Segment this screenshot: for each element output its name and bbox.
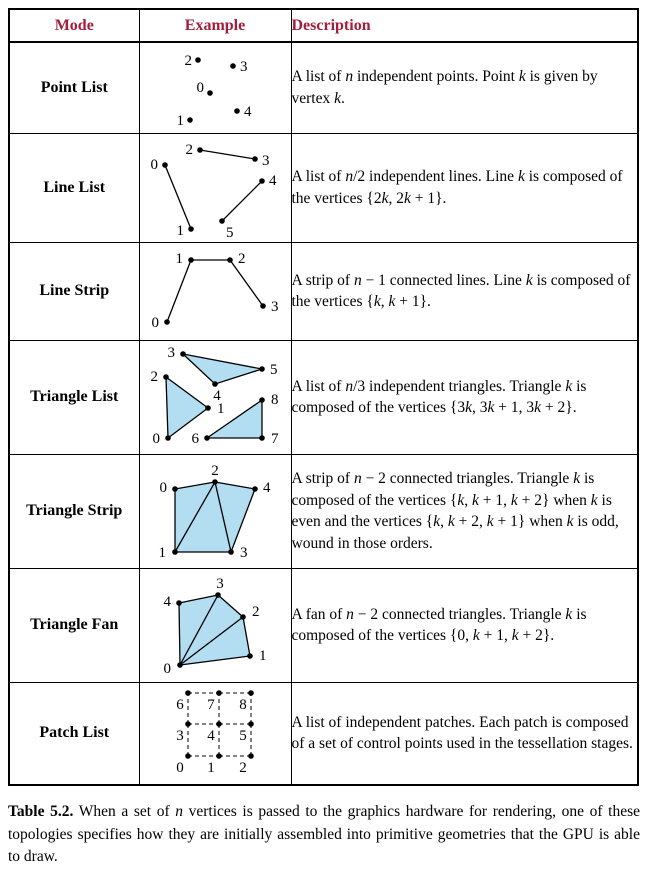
description-cell: A list of independent patches. Each patch is composed of a set of control points used in the tessellation stages. — [291, 682, 638, 785]
vertex-label: 7 — [207, 696, 215, 713]
vertex-label: 0 — [176, 759, 184, 776]
topology-diagram — [140, 134, 290, 241]
vertex-label: 0 — [150, 157, 158, 173]
vertex-dot — [216, 690, 222, 696]
description-cell: A list of n/2 independent lines. Line k is composed of the vertices {2k, 2k + 1}. — [291, 133, 638, 242]
vertex-dot — [197, 147, 203, 153]
vertex-label: 3 — [240, 59, 248, 76]
vertex-label: 6 — [176, 696, 184, 713]
vertex-dot — [165, 435, 171, 441]
vertex-dot — [172, 549, 178, 555]
vertex-dot — [215, 592, 221, 598]
vertex-dot — [252, 156, 258, 162]
vertex-label: 1 — [175, 251, 183, 267]
mode-cell: Line List — [9, 133, 139, 242]
table-row-patch-list — [9, 682, 638, 785]
vertex-label: 3 — [216, 576, 224, 592]
table-row-line-strip — [9, 242, 638, 340]
filled-polygon — [183, 354, 262, 384]
mode-cell: Triangle Fan — [9, 568, 139, 682]
vertex-dot — [188, 226, 194, 232]
mode-cell: Triangle List — [9, 340, 139, 454]
vertex-label: 2 — [185, 142, 193, 158]
example-cell — [139, 42, 291, 133]
header-row — [9, 9, 638, 42]
vertex-label: 3 — [176, 727, 184, 744]
table-row-line-list — [9, 133, 638, 242]
vertex-dot — [205, 405, 211, 411]
vertex-label: 1 — [176, 223, 184, 239]
table-row-point-list — [9, 42, 638, 133]
vertex-dot — [185, 753, 191, 759]
description-cell: A strip of n − 2 connected triangles. Triangle k is composed of the vertices {k, k + 1, k + 2} when k is even and the vertices {k, k + 2, k + 1} when k is odd, wound in those orders. — [291, 454, 638, 568]
vertex-dot — [207, 90, 213, 96]
vertex-label: 4 — [213, 388, 221, 404]
table-caption: Table 5.2. When a set of n vertices is passed to the graphics hardware for rendering, one of these topologies specifies how they are initially assembled into primitive geometries that the GPU is able to draw. — [8, 803, 640, 865]
table-row-triangle-fan — [9, 568, 638, 682]
vertex-label: 0 — [152, 431, 160, 447]
topology-diagram — [140, 341, 290, 453]
vertex-dot — [180, 351, 186, 357]
vertex-dot — [248, 690, 254, 696]
vertex-label: 0 — [163, 661, 171, 677]
vertex-label: 5 — [226, 225, 234, 241]
vertex-dot — [234, 108, 240, 114]
vertex-label: 0 — [196, 80, 204, 97]
vertex-label: 4 — [263, 480, 271, 496]
vertex-dot — [216, 721, 222, 727]
filled-polygon — [207, 400, 262, 438]
edge-line — [165, 165, 191, 229]
mode-cell: Patch List — [9, 682, 139, 785]
example-cell — [139, 340, 291, 454]
column-header-mode: Mode — [9, 9, 139, 42]
vertex-label: 2 — [184, 53, 192, 70]
topology-diagram — [140, 569, 290, 681]
mode-cell: Line Strip — [9, 242, 139, 340]
mode-cell: Triangle Strip — [9, 454, 139, 568]
vertex-dot — [248, 753, 254, 759]
description-cell: A list of n/3 independent triangles. Triangle k is composed of the vertices {3k, 3k + 1, 3k + 2}. — [291, 340, 638, 454]
topology-diagram — [140, 43, 290, 132]
vertex-label: 1 — [217, 401, 225, 417]
vertex-dot — [230, 63, 236, 69]
vertex-dot — [188, 257, 194, 263]
filled-polygon — [175, 482, 255, 552]
vertex-dot — [228, 549, 234, 555]
vertex-label: 1 — [176, 113, 184, 130]
edge-line — [200, 150, 255, 159]
vertex-label: 5 — [270, 362, 278, 378]
topology-diagram — [140, 243, 290, 339]
vertex-label: 2 — [239, 759, 247, 776]
vertex-dot — [176, 600, 182, 606]
vertex-dot — [172, 486, 178, 492]
vertex-label: 8 — [239, 696, 247, 713]
table-body — [9, 42, 638, 785]
vertex-label: 3 — [262, 153, 270, 169]
vertex-dot — [162, 162, 168, 168]
topology-table — [8, 8, 639, 786]
description-cell: A strip of n − 1 connected lines. Line k is composed of the vertices {k, k + 1}. — [291, 242, 638, 340]
edge-line — [222, 181, 262, 221]
example-cell — [139, 682, 291, 785]
vertex-dot — [212, 381, 218, 387]
vertex-label: 3 — [240, 545, 248, 561]
vertex-label: 4 — [269, 173, 277, 189]
vertex-dot — [248, 721, 254, 727]
vertex-dot — [259, 435, 265, 441]
column-header-description: Description — [291, 9, 638, 42]
vertex-label: 6 — [191, 431, 199, 447]
vertex-label: 1 — [259, 648, 267, 664]
vertex-dot — [247, 653, 253, 659]
description-cell: A fan of n − 2 connected triangles. Triangle k is composed of the vertices {0, k + 1, k + 2}. — [291, 568, 638, 682]
vertex-dot — [204, 435, 210, 441]
vertex-label: 4 — [163, 594, 171, 610]
vertex-dot — [212, 479, 218, 485]
vertex-dot — [185, 721, 191, 727]
vertex-dot — [252, 486, 258, 492]
example-cell — [139, 242, 291, 340]
table-row-triangle-list — [9, 340, 638, 454]
vertex-label: 2 — [211, 463, 219, 479]
vertex-dot — [259, 397, 265, 403]
vertex-dot — [216, 753, 222, 759]
vertex-label: 3 — [167, 345, 175, 361]
vertex-dot — [259, 366, 265, 372]
vertex-label: 0 — [151, 315, 159, 331]
vertex-label: 5 — [239, 727, 247, 744]
vertex-dot — [260, 303, 266, 309]
column-header-example: Example — [139, 9, 291, 42]
vertex-label: 1 — [207, 759, 215, 776]
vertex-dot — [187, 117, 193, 123]
table-row-triangle-strip — [9, 454, 638, 568]
vertex-dot — [227, 257, 233, 263]
topology-diagram — [140, 683, 290, 784]
description-cell: A list of n independent points. Point k is given by vertex k. — [291, 42, 638, 133]
vertex-dot — [163, 374, 169, 380]
vertex-label: 2 — [238, 251, 246, 267]
vertex-dot — [177, 662, 183, 668]
edge-line — [167, 260, 191, 322]
vertex-label: 0 — [159, 480, 167, 496]
vertex-dot — [164, 319, 170, 325]
edge-line — [230, 260, 263, 306]
vertex-label: 4 — [207, 727, 215, 744]
vertex-dot — [240, 614, 246, 620]
filled-polygon — [166, 377, 208, 438]
vertex-label: 3 — [271, 299, 279, 315]
vertex-dot — [259, 178, 265, 184]
topology-diagram — [140, 455, 290, 567]
vertex-label: 8 — [271, 392, 279, 408]
vertex-label: 7 — [271, 431, 279, 447]
vertex-dot — [185, 690, 191, 696]
vertex-dot — [195, 57, 201, 63]
vertex-label: 4 — [244, 104, 252, 121]
filled-polygon — [179, 595, 250, 665]
vertex-label: 2 — [150, 369, 158, 385]
example-cell — [139, 454, 291, 568]
example-cell — [139, 568, 291, 682]
vertex-dot — [219, 218, 225, 224]
example-cell — [139, 133, 291, 242]
vertex-label: 2 — [252, 604, 260, 620]
vertex-label: 1 — [158, 545, 166, 561]
mode-cell: Point List — [9, 42, 139, 133]
